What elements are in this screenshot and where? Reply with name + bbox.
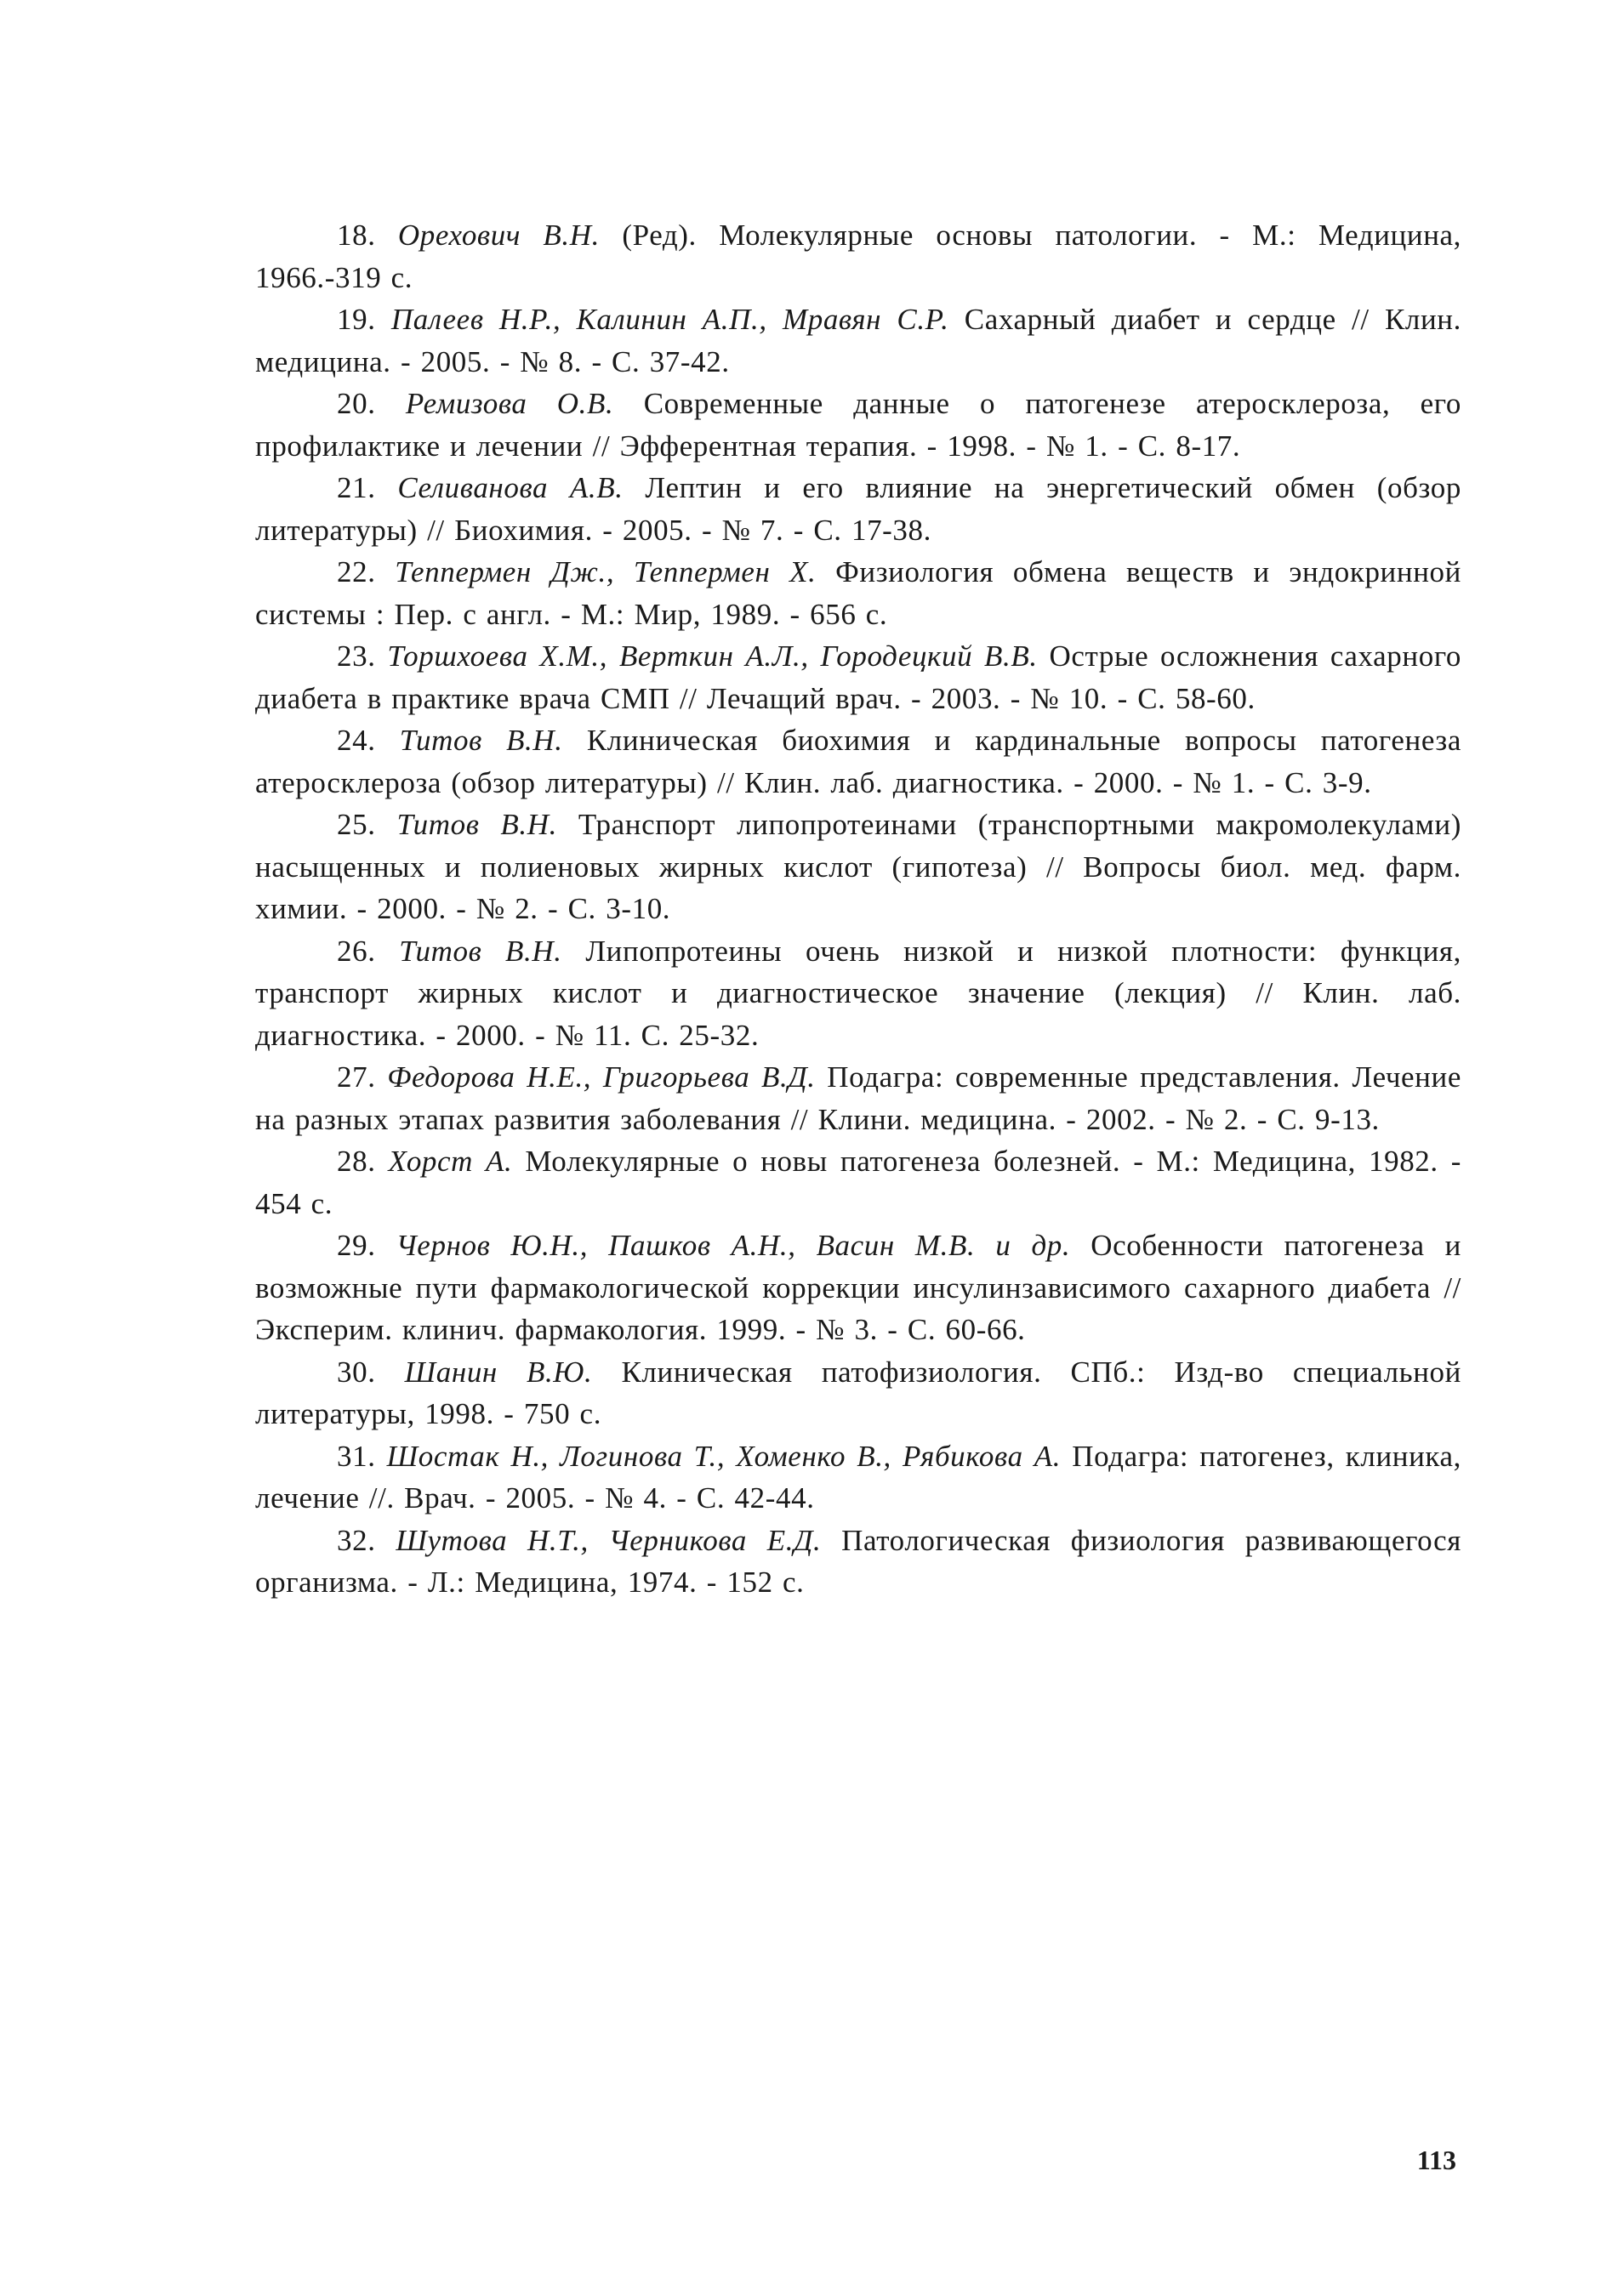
reference-item [255,1225,1461,1351]
reference-item [255,1520,1461,1604]
reference-item [255,1056,1461,1140]
reference-number: 27. [337,1060,376,1094]
reference-authors: Шанин В.Ю. [404,1355,593,1389]
reference-number: 29. [337,1229,376,1262]
page-number: 113 [1416,2145,1456,2175]
reference-authors: Титов В.Н. [396,808,557,841]
reference-number: 31. [337,1439,376,1473]
reference-number: 32. [337,1523,376,1557]
reference-item [255,467,1461,551]
reference-text: Клиническая патофизиология. СПб.: Изд-во специальной литературы, 1998. - 750 с. [255,1355,1461,1430]
reference-text: Физиология обмена веществ и эндокринной системы : Пер. с англ. - М.: Мир, 1989. - 656 с. [255,555,1461,631]
reference-authors: Федорова Н.Е., Григорьева В.Д. [387,1060,816,1094]
reference-text: Клиническая биохимия и кардинальные вопросы патогенеза атеросклероза (обзор литературы) // Клин. лаб. диагностика. - 2000. - № 1. - С. 3-9. [255,724,1461,799]
reference-item [255,635,1461,719]
reference-number: 22. [337,555,376,588]
reference-item [255,383,1461,467]
reference-item [255,1435,1461,1520]
reference-authors: Хорст А. [388,1145,513,1178]
reference-text: Современные данные о патогенезе атеросклероза, его профилактике и лечении // Эфферентная терапия. - 1998. - № 1. - С. 8-17. [255,387,1461,463]
reference-number: 30. [337,1355,376,1389]
reference-item [255,214,1461,298]
reference-text: Подагра: патогенез, клиника, лечение //. Врач. - 2005. - № 4. - С. 42-44. [255,1439,1461,1515]
reference-text: Лептин и его влияние на энергетический обмен (обзор литературы) // Биохимия. - 2005. - № 7. - С. 17-38. [255,471,1461,547]
reference-text: Транспорт липопротеинами (транспортными макромолекулами) насыщенных и полиеновых жирных кислот (гипотеза) // Вопросы биол. мед. фарм. химии. - 2000. - № 2. - С. 3-10. [255,808,1461,925]
reference-number: 20. [337,387,376,420]
reference-text: Подагра: современные представления. Лечение на разных этапах развития заболевания // Клини. медицина. - 2002. - № 2. - С. 9-13. [255,1060,1461,1136]
reference-authors: Титов В.Н. [399,934,562,968]
reference-number: 28. [337,1145,376,1178]
reference-authors: Орехович В.Н. [397,219,600,252]
reference-text: Молекулярные о новы патогенеза болезней. - М.: Медицина, 1982. - 454 с. [255,1145,1461,1220]
reference-number: 19. [337,303,376,336]
reference-text: Липопротеины очень низкой и низкой плотности: функция, транспорт жирных кислот и диагностическое значение (лекция) // Клин. лаб. диагностика. - 2000. - № 11. С. 25-32. [255,934,1461,1052]
reference-authors: Торшхоева Х.М., Верткин А.Л., Городецкий В.В. [387,639,1038,673]
reference-authors: Палеев Н.Р., Калинин А.П., Мравян С.Р. [390,303,949,336]
reference-authors: Титов В.Н. [399,724,563,757]
reference-text: Патологическая физиология развивающегося организма. - Л.: Медицина, 1974. - 152 с. [255,1523,1461,1599]
reference-authors: Шутова Н.Т., Черникова Е.Д. [396,1523,822,1557]
reference-number: 23. [337,639,376,673]
reference-text: (Ред). Молекулярные основы патологии. - М.: Медицина, 1966.-319 с. [255,219,1462,294]
reference-item [255,298,1461,383]
reference-authors: Теппермен Дж., Теппермен Х. [395,555,817,588]
reference-item [255,719,1461,804]
reference-authors: Селиванова А.В. [397,471,624,504]
reference-list [255,214,1461,1604]
reference-number: 21. [337,471,376,504]
reference-item [255,551,1461,635]
reference-text: Сахарный диабет и сердце // Клин. медицина. - 2005. - № 8. - С. 37-42. [255,303,1461,378]
reference-authors: Чернов Ю.Н., Пашков А.Н., Васин М.В. и др. [396,1229,1071,1262]
reference-item [255,804,1461,930]
reference-number: 25. [337,808,376,841]
reference-text: Особенности патогенеза и возможные пути фармакологической коррекции инсулинзависимого сахарного диабета // Эксперим. клинич. фармакология. 1999. - № 3. - С. 60-66. [255,1229,1461,1346]
reference-item [255,1140,1461,1225]
reference-number: 24. [337,724,376,757]
reference-authors: Ремизова О.В. [405,387,614,420]
reference-text: Острые осложнения сахарного диабета в практике врача СМП // Лечащий врач. - 2003. - № 10. - С. 58-60. [255,639,1462,715]
reference-number: 18. [337,219,376,252]
reference-item [255,1351,1461,1435]
reference-authors: Шостак Н., Логинова Т., Хоменко В., Рябикова А. [386,1439,1062,1473]
reference-item [255,930,1461,1057]
reference-number: 26. [337,934,376,968]
